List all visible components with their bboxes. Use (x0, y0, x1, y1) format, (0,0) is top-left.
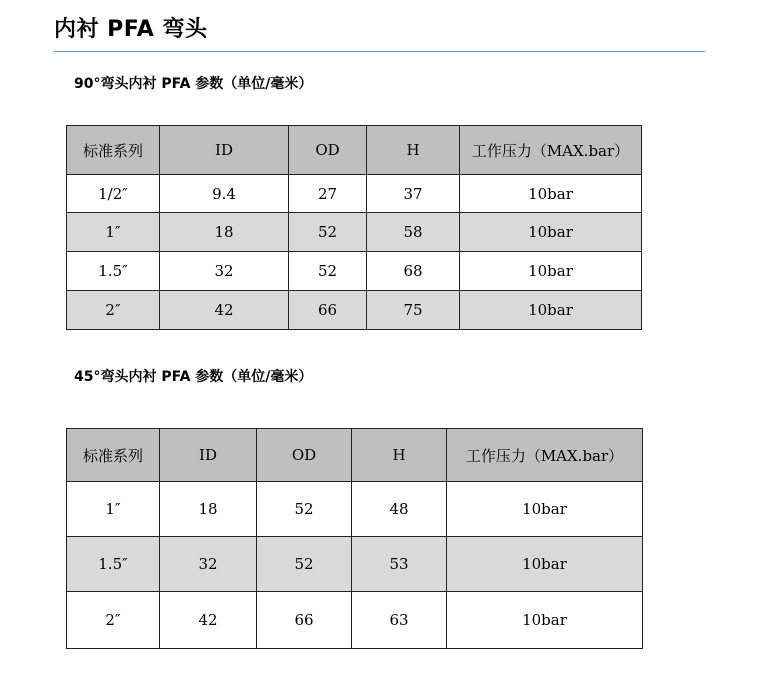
table-row (67, 175, 642, 213)
table-cell: 75 (367, 291, 460, 330)
table-row (67, 213, 642, 252)
table-header-row (67, 429, 643, 482)
table-cell: 1.5″ (67, 252, 160, 291)
column-header: 标准系列 (67, 429, 160, 482)
table-cell: 1″ (67, 482, 160, 537)
table-cell: 1/2″ (67, 175, 160, 213)
table-cell: 42 (160, 592, 257, 649)
elbow-45-spec-table (66, 428, 643, 649)
table-90-title: 90°弯头内衬 PFA 参数（单位/毫米） (74, 76, 313, 92)
table-cell: 1″ (67, 213, 160, 252)
table-cell: 52 (289, 252, 367, 291)
table-cell: 18 (160, 213, 289, 252)
table-cell: 66 (289, 291, 367, 330)
table-cell: 1.5″ (67, 537, 160, 592)
column-header: OD (257, 429, 352, 482)
table-cell: 18 (160, 482, 257, 537)
table-cell: 2″ (67, 291, 160, 330)
table-cell: 32 (160, 537, 257, 592)
page-title: 内衬 PFA 弯头 (54, 17, 208, 42)
column-header: 标准系列 (67, 126, 160, 175)
table-cell: 52 (257, 537, 352, 592)
table-cell: 42 (160, 291, 289, 330)
table-row (67, 482, 643, 537)
table-cell: 32 (160, 252, 289, 291)
column-header: H (352, 429, 447, 482)
column-header: ID (160, 126, 289, 175)
table-cell: 27 (289, 175, 367, 213)
column-header: ID (160, 429, 257, 482)
table-cell: 66 (257, 592, 352, 649)
column-header: 工作压力（MAX.bar） (447, 429, 643, 482)
table-cell: 10bar (460, 213, 642, 252)
table-cell: 10bar (460, 175, 642, 213)
table-cell: 58 (367, 213, 460, 252)
table-cell: 2″ (67, 592, 160, 649)
table-cell: 10bar (447, 537, 643, 592)
table-cell: 52 (257, 482, 352, 537)
column-header: OD (289, 126, 367, 175)
table-row (67, 537, 643, 592)
table-cell: 53 (352, 537, 447, 592)
title-divider (54, 51, 705, 52)
table-cell: 10bar (447, 592, 643, 649)
table-cell: 37 (367, 175, 460, 213)
column-header: 工作压力（MAX.bar） (460, 126, 642, 175)
table-row (67, 252, 642, 291)
table-cell: 63 (352, 592, 447, 649)
column-header: H (367, 126, 460, 175)
table-cell: 10bar (460, 291, 642, 330)
table-row (67, 291, 642, 330)
table-cell: 9.4 (160, 175, 289, 213)
elbow-90-spec-table (66, 125, 642, 330)
table-cell: 52 (289, 213, 367, 252)
table-cell: 48 (352, 482, 447, 537)
table-header-row (67, 126, 642, 175)
table-45-title: 45°弯头内衬 PFA 参数（单位/毫米） (74, 369, 313, 385)
table-cell: 68 (367, 252, 460, 291)
table-cell: 10bar (460, 252, 642, 291)
table-cell: 10bar (447, 482, 643, 537)
table-row (67, 592, 643, 649)
